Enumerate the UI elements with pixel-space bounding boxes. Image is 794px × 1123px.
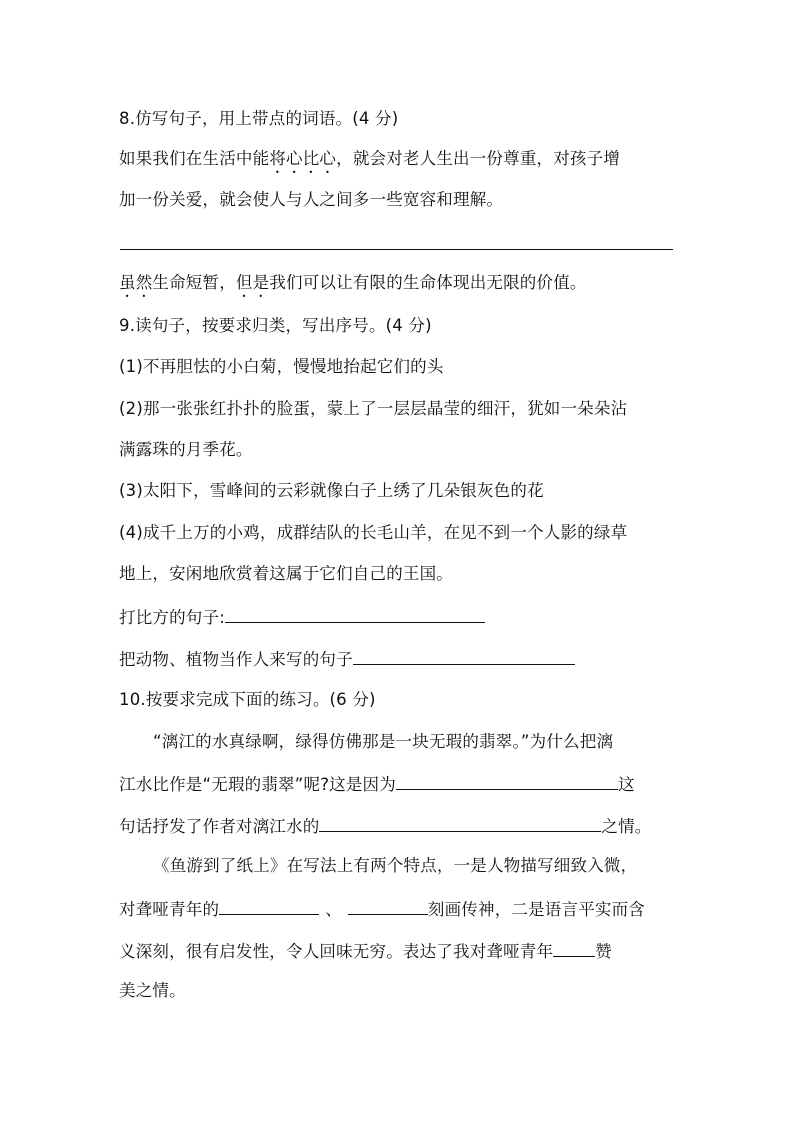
q10-p2-line3 [119, 938, 612, 964]
q8-sentence-line1 [119, 147, 620, 177]
q8-dotted-word: 虽然 [119, 273, 153, 292]
q10-p1-text: 之情。 [601, 817, 652, 836]
q10-title: 10.按要求完成下面的练习。(6 分) [119, 690, 376, 709]
q8-sentence2-text: 生命短暂， [152, 273, 236, 292]
q8-sentence-text: 如果我们在生活中能 [119, 149, 270, 168]
q8-dotted-word: 但是 [235, 273, 270, 292]
q10-p1-text: 句话抒发了作者对漓江水的 [119, 817, 320, 836]
q10-p2-separator: 、 [325, 900, 342, 919]
q9-sentence-2-line2: 满露珠的月季花。 [119, 440, 253, 459]
q9-label-metaphor: 打比方的句子: [119, 608, 225, 627]
q9-sentence-3: (3)太阳下，雪峰间的云彩就像白子上绣了几朵银灰色的花 [119, 481, 544, 500]
q10-blank-3[interactable] [553, 938, 595, 957]
q10-p2-text: 对聋哑青年的 [119, 900, 220, 919]
q9-label-personification: 把动物、植物当作人来写的句子 [119, 650, 353, 669]
q10-p2-line1: 《鱼游到了纸上》在写法上有两个特点，一是人物描写细致入微， [153, 856, 638, 875]
q8-sentence-text: ，就会对老人生出一份尊重，对孩子增 [336, 149, 621, 168]
q9-sentence-2-line1: (2)那一张张红扑扑的脸蛋，蒙上了一层层晶莹的细汗，犹如一朵朵沾 [119, 399, 628, 418]
q10-p2-line4: 美之情。 [119, 981, 186, 1000]
q10-blank-feeling[interactable] [319, 813, 601, 832]
q8-dotted-word: 将心比心 [269, 149, 337, 168]
q9-title: 9.读句子，按要求归类，写出序号。(4 分) [119, 316, 432, 335]
q9-sentence-1: (1)不再胆怯的小白菊，慢慢地抬起它们的头 [119, 357, 444, 376]
q8-sentence2 [119, 271, 587, 301]
q10-p1-line1: “漓江的水真绿啊，绿得仿佛那是一块无瑕的翡翠。”为什么把漓 [153, 732, 614, 751]
q9-answer-b [119, 646, 575, 672]
q8-title: 8.仿写句子，用上带点的词语。(4 分) [119, 109, 399, 128]
q10-p2-line2 [119, 896, 645, 922]
q10-p1-text: 这 [617, 775, 635, 794]
q9-sentence-4-line1: (4)成千上万的小鸡，成群结队的长毛山羊，在见不到一个人影的绿草 [119, 523, 628, 542]
q10-p1-line2 [119, 771, 635, 797]
q10-p1-text: 江水比作是“无瑕的翡翠”呢?这是因为 [119, 775, 396, 794]
q10-p1-line3 [119, 813, 652, 839]
q10-blank-2[interactable] [348, 896, 428, 915]
q9-blank-metaphor[interactable] [225, 604, 485, 623]
q9-answer-a [119, 604, 485, 630]
q10-p2-text: 义深刻，很有启发性，令人回味无穷。表达了我对聋哑青年 [119, 942, 554, 961]
q8-sentence2-text: 我们可以让有限的生命体现出无限的价值。 [269, 273, 587, 292]
q10-blank-1[interactable] [219, 896, 319, 915]
q8-answer-line[interactable] [120, 249, 673, 250]
q9-sentence-4-line2: 地上，安闲地欣赏着这属于它们自己的王国。 [119, 564, 453, 583]
q8-sentence-line2: 加一份关爱，就会使人与人之间多一些宽容和理解。 [119, 190, 504, 209]
q10-p2-text: 刻画传神，二是语言平实而含 [427, 900, 646, 919]
q10-p2-text: 赞 [595, 942, 612, 961]
q9-blank-personification[interactable] [353, 646, 575, 665]
q10-blank-reason[interactable] [396, 771, 618, 790]
